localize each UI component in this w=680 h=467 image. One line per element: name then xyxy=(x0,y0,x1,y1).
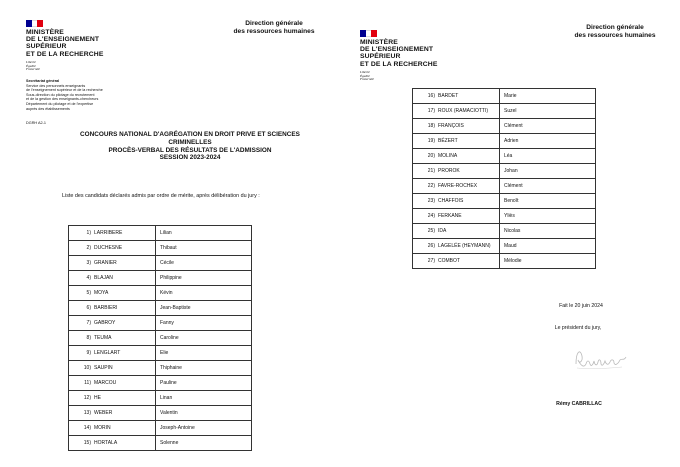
candidate-rank: 19) xyxy=(427,138,435,144)
table-row xyxy=(69,256,252,271)
candidate-last-name: BARBIERI xyxy=(94,305,118,311)
candidate-rank-name xyxy=(413,209,500,224)
ministry-logo xyxy=(26,20,103,72)
table-row xyxy=(69,286,252,301)
candidate-rank: 17) xyxy=(427,108,435,114)
candidate-first-name: Fanny xyxy=(156,316,252,331)
table-row xyxy=(413,134,596,149)
candidate-rank: 5) xyxy=(86,290,91,296)
candidate-last-name: GABROY xyxy=(94,320,116,326)
candidate-rank: 27) xyxy=(427,258,435,264)
document-title: CONCOURS NATIONAL D'AGRÉGATION EN DROIT PRIVE ET SCIENCES CRIMINELLES PROCÈS-VERBAL DES RÉSULTATS DE L'ADMISSION SESSION 2023-2024 xyxy=(80,131,300,162)
french-flag-icon xyxy=(26,20,43,27)
candidate-last-name: IDA xyxy=(438,228,447,234)
page-right xyxy=(340,0,680,467)
candidate-rank: 9) xyxy=(86,350,91,356)
candidate-first-name: Solenne xyxy=(156,436,252,451)
candidate-rank: 16) xyxy=(427,93,435,99)
candidate-last-name: MORIN xyxy=(94,425,111,431)
table-row xyxy=(413,239,596,254)
candidate-first-name: Clément xyxy=(500,119,596,134)
candidate-rank: 3) xyxy=(86,260,91,266)
candidate-first-name: Cécile xyxy=(156,256,252,271)
candidate-last-name: LENGLART xyxy=(94,350,121,356)
table-row xyxy=(69,331,252,346)
candidate-rank-name xyxy=(413,119,500,134)
table-row xyxy=(413,164,596,179)
candidate-rank-name xyxy=(413,179,500,194)
candidate-last-name: HE xyxy=(94,395,101,401)
candidate-rank: 10) xyxy=(83,365,91,371)
candidate-rank-name xyxy=(69,346,156,361)
candidate-last-name: LARRIBERE xyxy=(94,230,123,236)
candidate-first-name: Mélodie xyxy=(500,254,596,269)
candidate-last-name: CHAFFOIS xyxy=(438,198,464,204)
candidate-last-name: ROUX (RAMACIOTTI) xyxy=(438,108,488,114)
candidate-rank: 20) xyxy=(427,153,435,159)
candidate-first-name: Joseph-Antoine xyxy=(156,421,252,436)
candidate-rank: 11) xyxy=(84,380,91,386)
candidate-last-name: FAVRE-ROCHEX xyxy=(438,183,478,189)
candidate-rank-name xyxy=(69,376,156,391)
ministry-name: MINISTÈRE DE L'ENSEIGNEMENT SUPÉRIEUR ET DE LA RECHERCHE xyxy=(26,29,104,58)
candidate-rank: 12) xyxy=(83,395,91,401)
candidate-rank: 4) xyxy=(86,275,91,281)
table-row xyxy=(413,179,596,194)
signature-drawing xyxy=(572,342,630,378)
candidate-first-name: Valentin xyxy=(156,406,252,421)
candidate-rank-name xyxy=(413,194,500,209)
candidate-rank: 23) xyxy=(427,198,435,204)
candidate-rank: 13) xyxy=(83,410,91,416)
direction-heading: Direction générale des ressources humaines xyxy=(233,20,315,35)
candidate-rank-name xyxy=(413,89,500,104)
candidate-rank-name xyxy=(413,149,500,164)
candidate-last-name: BÉZERT xyxy=(438,138,458,144)
candidate-last-name: PROROK xyxy=(438,168,460,174)
intro-text: Liste des candidats déclarés admis par ordre de mérite, après délibération du jury : xyxy=(62,193,260,199)
candidate-rank-name xyxy=(69,226,156,241)
candidate-last-name: DUCHESNE xyxy=(94,245,123,251)
candidate-rank: 14) xyxy=(83,425,91,431)
candidate-last-name: HORTALA xyxy=(94,440,118,446)
candidate-rank-name xyxy=(69,421,156,436)
candidate-rank: 8) xyxy=(86,335,91,341)
candidate-rank-name xyxy=(69,361,156,376)
candidate-rank-name xyxy=(69,286,156,301)
president-name: Rémy CABRILLAC xyxy=(556,401,602,407)
table-row xyxy=(413,89,596,104)
french-flag-icon xyxy=(360,30,377,37)
candidate-rank: 7) xyxy=(86,320,91,326)
candidate-rank-name xyxy=(69,271,156,286)
table-row xyxy=(413,209,596,224)
candidate-first-name: Lilian xyxy=(156,226,252,241)
candidate-rank: 15) xyxy=(83,440,91,446)
candidate-rank: 6) xyxy=(86,305,91,311)
closing-role: Le président du jury, xyxy=(554,325,602,331)
service-block: Secrétariat général Service des personnels enseignants de l'enseignement supérieur et de la recherche Sous-direction du pilotage du recrutement et de la gestion des enseignants-chercheurs Département du pilotage et de l'expertise auprès des établissements xyxy=(26,79,103,111)
candidate-rank-name xyxy=(69,256,156,271)
table-row xyxy=(69,361,252,376)
candidate-rank-name xyxy=(69,436,156,451)
candidate-rank: 1) xyxy=(86,230,91,236)
candidate-last-name: GRANIER xyxy=(94,260,117,266)
results-table-left xyxy=(68,225,252,451)
table-row xyxy=(69,271,252,286)
candidate-rank-name xyxy=(69,331,156,346)
candidate-rank-name xyxy=(69,316,156,331)
candidate-rank: 22) xyxy=(427,183,435,189)
candidate-first-name: Suzel xyxy=(500,104,596,119)
candidate-first-name: Yliès xyxy=(500,209,596,224)
republic-motto: Liberté Égalité Fraternité xyxy=(360,69,374,82)
table-row xyxy=(69,301,252,316)
candidate-first-name: Maud xyxy=(500,239,596,254)
results-table-right xyxy=(412,88,596,269)
candidate-last-name: WEBER xyxy=(94,410,113,416)
table-row xyxy=(413,119,596,134)
ministry-logo xyxy=(360,30,437,82)
table-row xyxy=(69,421,252,436)
candidate-last-name: FERKANE xyxy=(438,213,462,219)
candidate-first-name: Elie xyxy=(156,346,252,361)
candidate-rank: 2) xyxy=(86,245,91,251)
candidate-last-name: BARDET xyxy=(438,93,459,99)
table-row xyxy=(69,346,252,361)
candidate-last-name: FRANÇOIS xyxy=(438,123,464,129)
candidate-rank: 21) xyxy=(427,168,435,174)
direction-heading: Direction générale des ressources humaines xyxy=(574,24,656,39)
candidate-first-name: Kévin xyxy=(156,286,252,301)
table-row xyxy=(413,224,596,239)
candidate-last-name: BLAJAN xyxy=(94,275,113,281)
candidate-rank-name xyxy=(69,241,156,256)
candidate-rank-name xyxy=(413,224,500,239)
candidate-rank-name xyxy=(413,134,500,149)
table-row xyxy=(413,104,596,119)
candidate-first-name: Léa xyxy=(500,149,596,164)
candidate-last-name: TEUMA xyxy=(94,335,112,341)
candidate-rank-name xyxy=(413,164,500,179)
candidate-last-name: MARCOU xyxy=(94,380,117,386)
candidate-last-name: LAGELÉE (HEYMANN) xyxy=(438,243,491,249)
table-row xyxy=(69,316,252,331)
table-row xyxy=(69,226,252,241)
candidate-first-name: Thibaut xyxy=(156,241,252,256)
candidate-first-name: Linan xyxy=(156,391,252,406)
candidate-last-name: MOLINA xyxy=(438,153,458,159)
candidate-first-name: Clément xyxy=(500,179,596,194)
candidate-rank: 26) xyxy=(427,243,435,249)
candidate-first-name: Nicolas xyxy=(500,224,596,239)
table-row xyxy=(69,391,252,406)
table-row xyxy=(413,149,596,164)
candidate-rank-name xyxy=(69,391,156,406)
candidate-rank-name xyxy=(413,254,500,269)
candidate-rank: 24) xyxy=(427,213,435,219)
candidate-last-name: COMBOT xyxy=(438,258,460,264)
candidate-rank: 18) xyxy=(427,123,435,129)
candidate-first-name: Philippine xyxy=(156,271,252,286)
candidate-last-name: SAUPIN xyxy=(94,365,113,371)
candidate-first-name: Marie xyxy=(500,89,596,104)
candidate-rank-name xyxy=(69,301,156,316)
republic-motto: Liberté Égalité Fraternité xyxy=(26,59,40,72)
table-row xyxy=(69,376,252,391)
candidate-rank-name xyxy=(413,239,500,254)
handwritten-signature xyxy=(572,342,630,378)
candidate-rank-name xyxy=(69,406,156,421)
table-row xyxy=(69,436,252,451)
table-row xyxy=(413,254,596,269)
table-row xyxy=(413,194,596,209)
candidate-first-name: Adrien xyxy=(500,134,596,149)
candidate-first-name: Thiphaine xyxy=(156,361,252,376)
candidate-first-name: Pauline xyxy=(156,376,252,391)
table-row xyxy=(69,406,252,421)
candidate-first-name: Johan xyxy=(500,164,596,179)
ministry-name: MINISTÈRE DE L'ENSEIGNEMENT SUPÉRIEUR ET DE LA RECHERCHE xyxy=(360,39,438,68)
table-row xyxy=(69,241,252,256)
candidate-first-name: Jean-Baptiste xyxy=(156,301,252,316)
closing-date: Fait le 20 juin 2024 xyxy=(559,303,603,309)
candidate-rank: 25) xyxy=(427,228,435,234)
candidate-first-name: Benoît xyxy=(500,194,596,209)
candidate-rank-name xyxy=(413,104,500,119)
candidate-first-name: Caroline xyxy=(156,331,252,346)
candidate-last-name: MOYA xyxy=(94,290,109,296)
reference-code: DGRH A2-1 xyxy=(26,121,47,125)
